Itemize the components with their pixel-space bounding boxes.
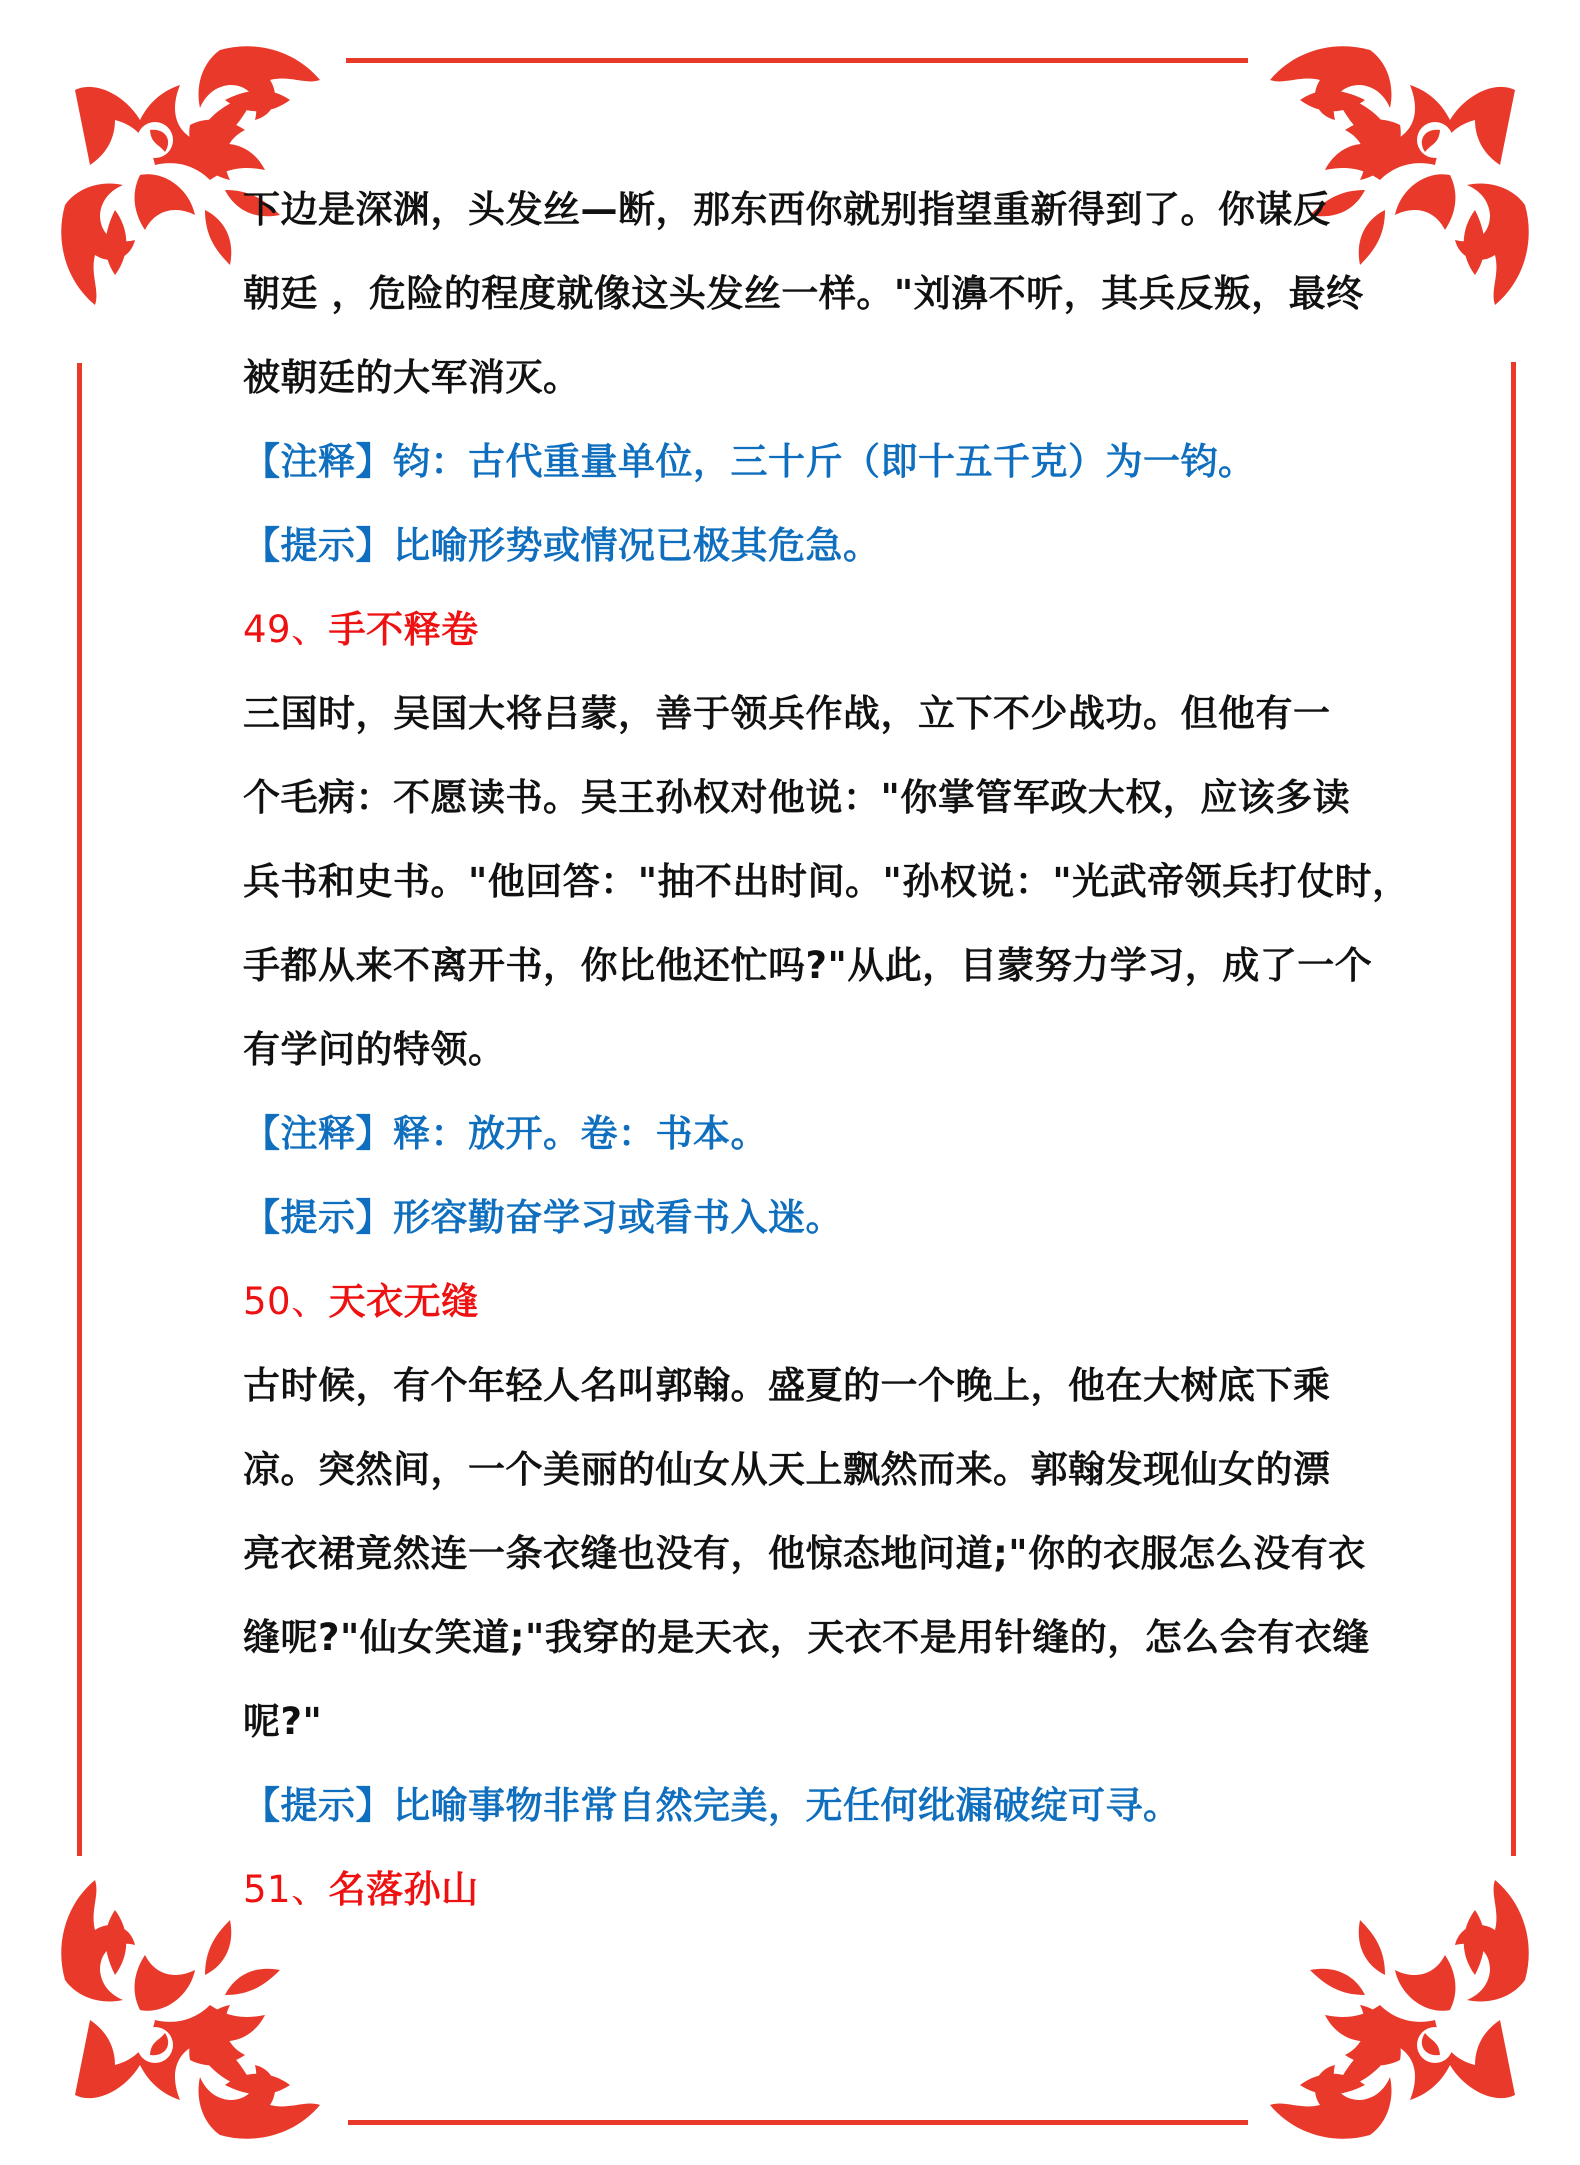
- hint-line: 【提示】比喻形势或情况已极其危急。: [243, 524, 881, 567]
- idiom-title-51: [243, 1860, 1363, 1944]
- body-line: 亮衣裙竟然连一条衣缝也没有，他惊态地问道;"你的衣服怎么没有衣: [243, 1532, 1366, 1575]
- idiom-name: 手不释卷: [328, 608, 479, 651]
- left-border-line: [77, 363, 82, 1856]
- body-line: 下边是深渊，头发丝—断，那东西你就别指望重新得到了。你谋反: [243, 188, 1331, 231]
- idiom-number: 51、: [243, 1868, 329, 1911]
- body-line: 三国时，吴国大将吕蒙，善于领兵作战，立下不少战功。但他有一: [243, 692, 1331, 735]
- right-border-line: [1511, 362, 1516, 1856]
- document-body: [243, 180, 1410, 1944]
- body-line: 手都从来不离开书，你比他还忙吗?"从此，目蒙努力学习，成了一个: [243, 944, 1373, 987]
- idiom-number: 50、: [243, 1280, 329, 1323]
- idiom-name: 名落孙山: [328, 1868, 479, 1911]
- hint-line: 【提示】比喻事物非常自然完美，无任何纰漏破绽可寻。: [243, 1784, 1181, 1827]
- idiom-title-50: [243, 1272, 1363, 1356]
- body-line: 被朝廷的大军消灭。: [243, 356, 581, 399]
- idiom-number: 49、: [243, 608, 329, 651]
- body-line: 凉。突然间，一个美丽的仙女从天上飘然而来。郭翰发现仙女的漂: [243, 1448, 1331, 1491]
- body-line: 朝廷 ，危险的程度就像这头发丝一样。"刘濞不听，其兵反叛，最终: [243, 272, 1364, 315]
- body-line: 兵书和史书。"他回答："抽不出时间。"孙权说："光武帝领兵打仗时，: [243, 860, 1410, 903]
- idiom-name: 天衣无缝: [328, 1280, 479, 1323]
- hint-line: 【提示】形容勤奋学习或看书入迷。: [243, 1196, 843, 1239]
- annotation-line: 【注释】钧：古代重量单位，三十斤（即十五千克）为一钧。: [243, 440, 1256, 483]
- body-line: 有学问的特领。: [243, 1028, 506, 1071]
- body-line: 缝呢?"仙女笑道;"我穿的是天衣，天衣不是用针缝的，怎么会有衣缝: [243, 1616, 1370, 1659]
- annotation-line: 【注释】释：放开。卷：书本。: [243, 1112, 768, 1155]
- bottom-border-line: [348, 2120, 1248, 2125]
- body-line: 古时候，有个年轻人名叫郭翰。盛夏的一个晚上，他在大树底下乘: [243, 1364, 1331, 1407]
- idiom-title-49: [243, 600, 1363, 684]
- body-line: 呢?": [243, 1700, 323, 1743]
- top-border-line: [346, 58, 1248, 63]
- body-line: 个毛病：不愿读书。吴王孙权对他说："你掌管军政大权，应该多读: [243, 776, 1351, 819]
